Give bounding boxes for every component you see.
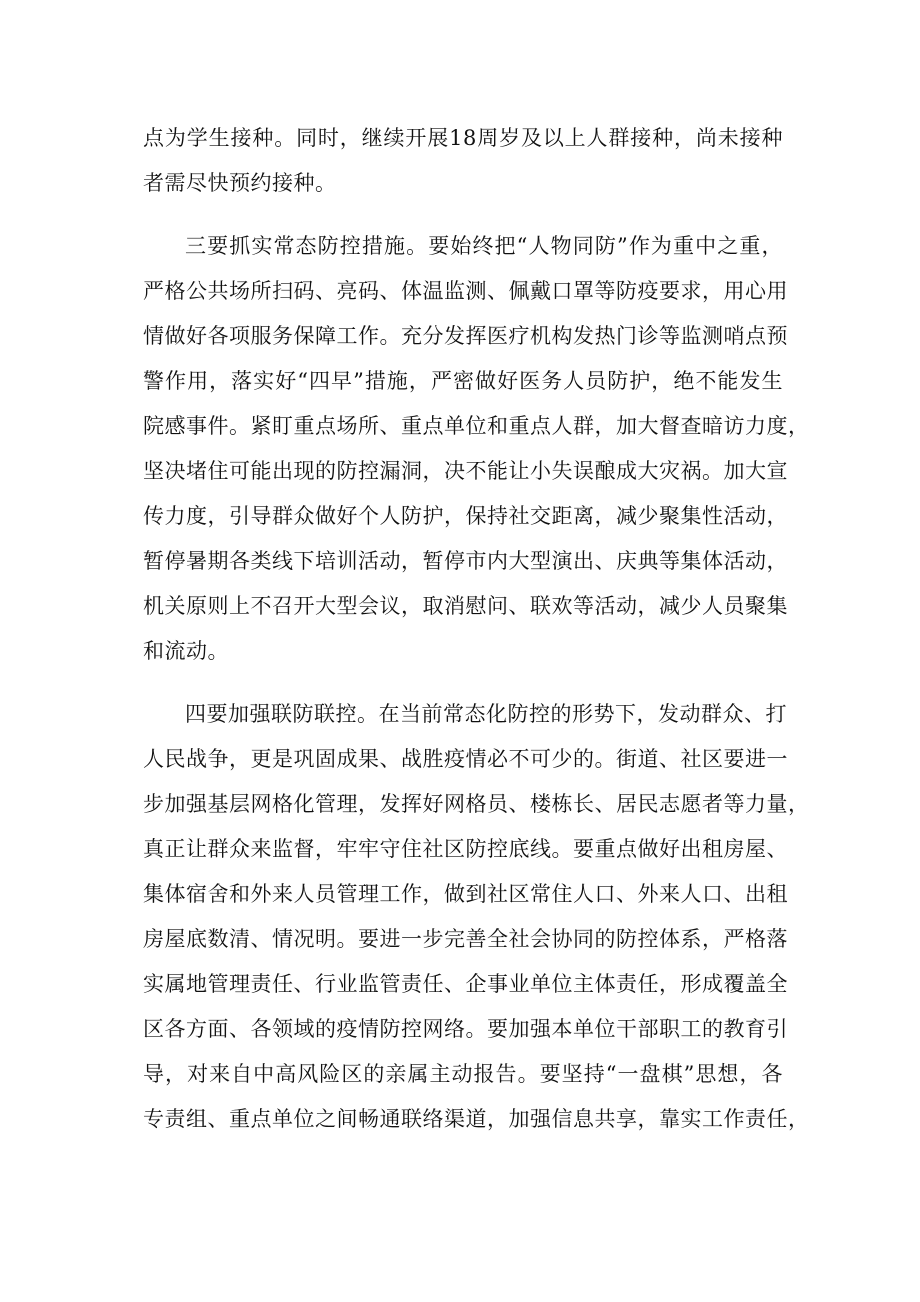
text-line: 情做好各项服务保障工作。充分发挥医疗机构发热门诊等监测哨点预 <box>143 324 788 348</box>
text-line: 导，对来自中高风险区的亲属主动报告。要坚持“一盘棋”思想，各 <box>143 1062 783 1086</box>
text-line: 专责组、重点单位之间畅通联络渠道，加强信息共享，靠实工作责任， <box>143 1107 810 1131</box>
text-line: 和流动。 <box>143 639 229 663</box>
text-line: 点为学生接种。同时，继续开展18周岁及以上人群接种，尚未接种 <box>143 126 783 150</box>
text-line: 院感事件。紧盯重点场所、重点单位和重点人群，加大督查暗访力度， <box>143 414 810 438</box>
text-line: 机关原则上不召开大型会议，取消慰问、联欢等活动，减少人员聚集 <box>143 594 788 618</box>
text-line: 者需尽快预约接种。 <box>143 171 337 195</box>
text-line: 人民战争，更是巩固成果、战胜疫情必不可少的。街道、社区要进一 <box>143 747 788 771</box>
text-line: 传力度，引导群众做好个人防护，保持社交距离，减少聚集性活动， <box>143 504 788 528</box>
text-line: 区各方面、各领域的疫情防控网络。要加强本单位干部职工的教育引 <box>143 1017 788 1041</box>
text-line: 严格公共场所扫码、亮码、体温监测、佩戴口罩等防疫要求，用心用 <box>143 279 788 303</box>
text-line: 房屋底数清、情况明。要进一步完善全社会协同的防控体系，严格落 <box>143 927 788 951</box>
text-line: 三要抓实常态防控措施。要始终把“人物同防”作为重中之重， <box>185 234 783 258</box>
text-line: 坚决堵住可能出现的防控漏洞，决不能让小失误酿成大灾祸。加大宣 <box>143 459 788 483</box>
text-line: 真正让群众来监督，牢牢守住社区防控底线。要重点做好出租房屋、 <box>143 837 788 861</box>
text-line: 集体宿舍和外来人员管理工作，做到社区常住人口、外来人口、出租 <box>143 882 788 906</box>
text-line: 警作用，落实好“四早”措施，严密做好医务人员防护，绝不能发生 <box>143 369 783 393</box>
text-line: 实属地管理责任、行业监管责任、企事业单位主体责任，形成覆盖全 <box>143 972 788 996</box>
text-line: 四要加强联防联控。在当前常态化防控的形势下，发动群众、打 <box>185 702 787 726</box>
text-line: 暂停暑期各类线下培训活动，暂停市内大型演出、庆典等集体活动， <box>143 549 788 573</box>
text-line: 步加强基层网格化管理，发挥好网格员、楼栋长、居民志愿者等力量， <box>143 792 810 816</box>
